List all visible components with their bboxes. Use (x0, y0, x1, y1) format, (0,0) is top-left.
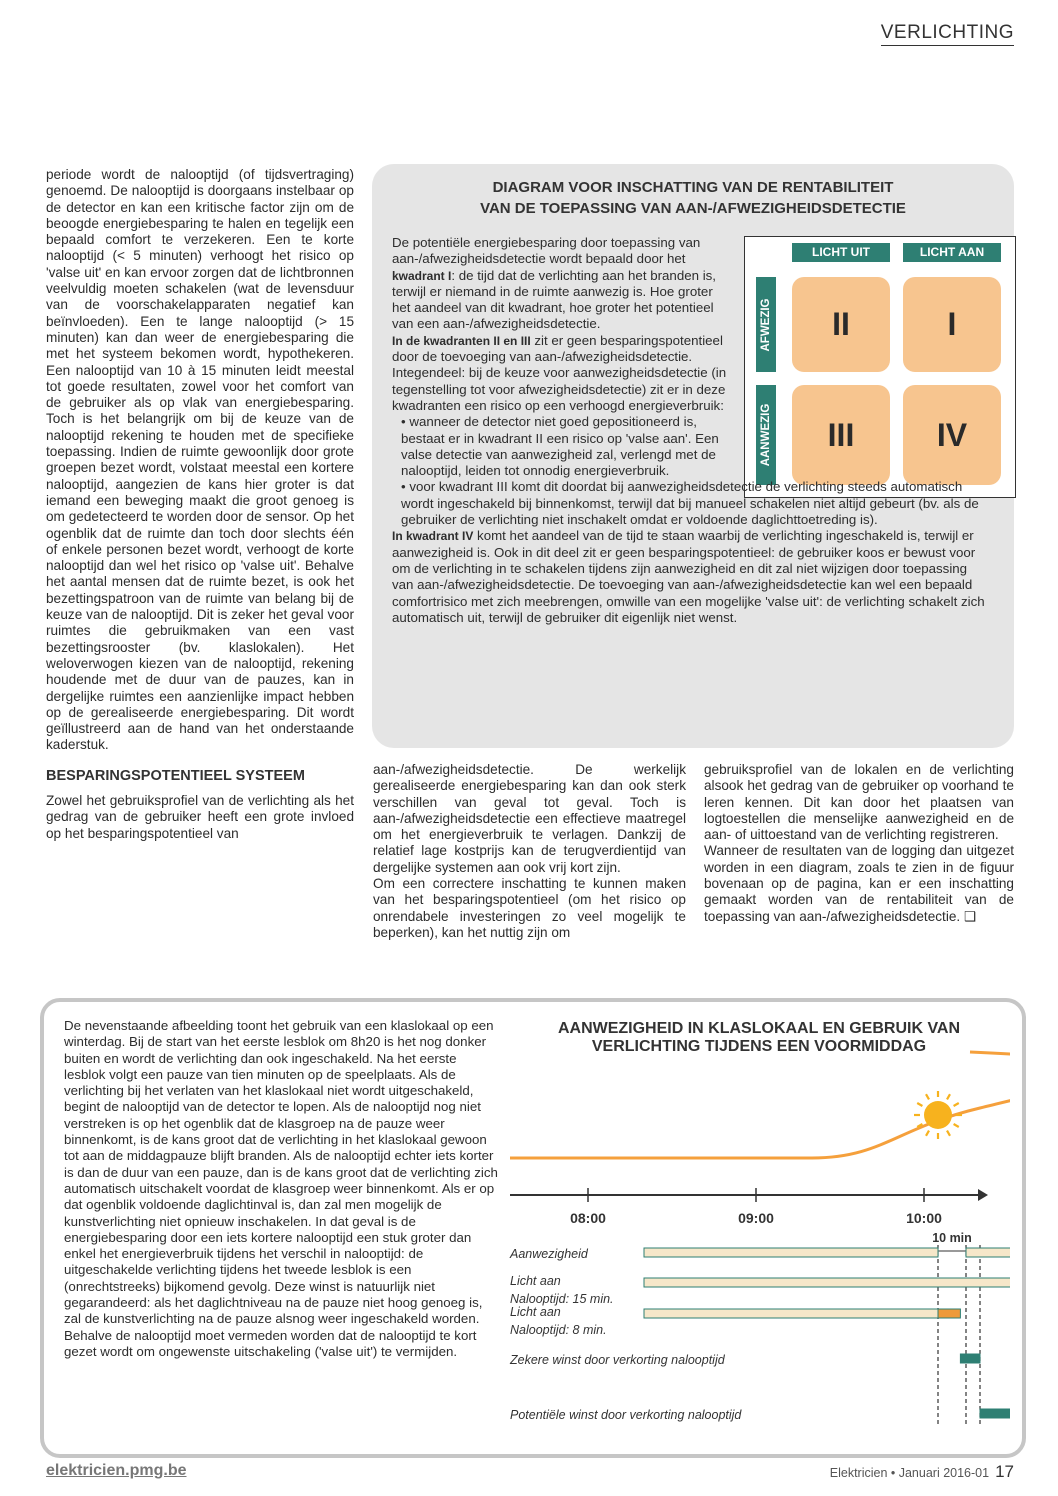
quadrant-iii: III (792, 385, 890, 485)
column-1 (46, 167, 354, 842)
chart-title: AANWEZIGHEID IN KLASLOKAAL EN GEBRUIK VAN VERLICHTING TIJDENS EEN VOORMIDDAG (557, 1020, 961, 1055)
section-tag: VERLICHTING (881, 22, 1014, 46)
header-licht-uit: LICHT UIT (792, 243, 890, 262)
timeline-bar (938, 1309, 960, 1318)
col1-paragraph-1: periode wordt de nalooptijd (of tijdsvertraging) genoemd. De nalooptijd is doorgaans instelbaar op de detector en kan een kritische factor zijn om de beoogde energiebesparing te halen en tegelijk een bepaald comfort te verzekeren. Een te korte nalooptijd (< 5 minuten) verhoogt het risico op 'valse uit' en kan ervoor zorgen dat de lichtbronnen veelvuldig moeten schakelen (wat de levensduur van de voorschakelapparaten negatief kan beïnvloeden). Een te lange nalooptijd (> 15 minuten) kan dan weer de energiebesparing die met het systeem bekomen wordt, hypothekeren. Een nalooptijd van 10 à 15 minuten leidt meestal tot goede resultaten, zowel voor het comfort van de gebruiker als op vlak van energiebesparing. Toch is het belangrijk om bij de keuze van de nalooptijd rekening te houden met de specifieke toepassing. Indien de ruimte gewoonlijk door grote groepen bezet wordt, volstaat meestal een kortere nalooptijd, aangezien de kans hier groter is dat iemand een beweging maakt die groot genoeg is om gedetecteerd te worden door de sensor. Op het ogenblik dat de ruimte dan toch door slechts één of enkele personen bezet wordt, verhoogt de korte nalooptijd dan wel het risico op 'valse uit'. Behalve het aantal mensen dat de ruimte bezet, is ook het bezettingspatroon van de ruimte van belang bij de keuze van de nalooptijd. Dit is zeker het geval voor ruimtes die gebruikmaken van een vast bezettingsrooster (bv. klaslokalen). Het weloverwogen kiezen van de nalooptijd, rekening houdende met de duur van de pauzes, kan in dergelijke ruimtes een aanzienlijke impact hebben op de gerealiseerde energiebesparing. Dit wordt geïllustreerd aan de hand van het onderstaande kaderstuk. (46, 167, 354, 753)
box-paragraph-1 (392, 235, 728, 333)
row-label: Licht aan (510, 1305, 561, 1319)
box-p2-bold: In de kwadranten II en III (392, 333, 531, 348)
footer-issue (830, 1462, 1014, 1482)
x-tick-label: 08:00 (570, 1210, 606, 1226)
box-paragraph-2 (392, 333, 730, 414)
row-label-afwezig-text: AFWEZIG (760, 297, 772, 352)
diagram-title-line-1: DIAGRAM VOOR INSCHATTING VAN DE RENTABILITEIT (492, 179, 894, 196)
col2-paragraph-2: Om een correctere inschatting te kunnen maken van het besparingspotentieel (om het risico op onrendabele investeringen zo veel mogelijk te beperken), kan het nuttig zijn om (373, 876, 686, 940)
column-3 (704, 762, 1014, 925)
row-label: Zekere winst door verkorting nalooptijd (510, 1353, 725, 1367)
box-p1-bold: kwadrant I (392, 268, 452, 283)
timeline-bar (980, 1409, 1010, 1418)
row-label-aanwezig-text: AANWEZIG (760, 403, 772, 467)
box-bullet-1: • wanneer de detector niet goed gepositioneerd is, bestaat er in kwadrant II een risico op 'valse aan'. Een valse detectie van aanwezigheid zal, verlengd met de nalooptijd, leiden tot onnodig energieverbruik. (401, 414, 719, 479)
diagram-box-title (372, 177, 1014, 219)
col2-paragraph-1: aan-/afwezigheidsdetectie. De werkelijk gerealiseerde energiebesparing kan dan ook sterk verschillen van geval tot geval. Toch is aan-/afwezigheidsdetectie een effectieve maatregel om het energieverbruik te verlagen. Dankzij de relatief lage kostprijs kan de terugverdientijd van dergelijke systemen aan ook vrij kort zijn. (373, 762, 686, 875)
box-p3-bold: In kwadrant IV (392, 529, 474, 544)
box-paragraph-3 (392, 528, 992, 626)
quadrant-i: I (903, 277, 1001, 372)
row-label: Aanwezigheid (510, 1247, 588, 1261)
timeline-bar (966, 1248, 1010, 1257)
x-tick-label: 10:00 (906, 1210, 942, 1226)
row-label: Potentiële winst door verkorting nalooptijd (510, 1408, 742, 1422)
axis-arrow (978, 1189, 988, 1201)
col1-paragraph-2: Zowel het gebruiksprofiel van de verlichting als het gedrag van de gebruiker heeft een grote invloed op het besparingspotentieel van (46, 792, 354, 841)
diagram-title-line-2: VAN DE TOEPASSING VAN AAN-/AFWEZIGHEIDSDETECTIE (480, 200, 906, 217)
row-label: Licht aan (510, 1274, 561, 1288)
box-p2-text: zit er geen besparingspotentieel door de toevoeging van aan-/afwezigheidsdetectie. Integendeel: bij de keuze voor aanwezigheidsdetectie (in tegenstelling tot voor afwezigheidsdetectie) zit er in deze kwadranten een risico op een verhoogd energieverbruik: (392, 332, 727, 413)
col3-paragraph-2-text: Wanneer de resultaten van de logging dan uitgezet worden in een diagram, zoals te zien in de figuur bovenaan op de pagina, kan er een inschatting gemaakt worden van de rentabiliteit van de toepassing van aan-/afwezigheidsdetectie. (704, 843, 1014, 924)
timeline-bar (644, 1248, 938, 1257)
end-mark: ❑ (963, 908, 977, 924)
timeline-bar (644, 1309, 938, 1318)
page-number: 17 (995, 1462, 1014, 1481)
example-box-text: De nevenstaande afbeelding toont het gebruik van een klaslokaal op een winterdag. Bij de start van het eerste lesblok om 8h20 is het nog donker buiten en wordt de verlichting dan ook ingeschakeld. Na het eerste lesblok volgt een pauze van tien minuten op de speelplaats. Als de verlichting bij het verlaten van het klaslokaal niet wordt uitgeschakeld, begint de nalooptijd van de detector te lopen. Als de nalooptijd nog niet verstreken is op het ogenblik dat de klasgroep na de pauze weer binnenkomt, is de kans groot dat de verlichting in het klaslokaal gewoon tot aan de middagpauze blijft branden. Als de nalooptijd echter iets korter is dan de duur van een pauze, dan is de kans groot dat de verlichting zich automatisch uitschakelt voordat de klasgroep weer binnenkomt. Als er op dat ogenblik voldoende daglichtinval is, dan zal men mogelijk de kunstverlichting niet opnieuw inschakelen. In dat geval is de energiebesparing door een iets kortere nalooptijd een stuk groter dan enkel het energieverbruik tijdens het verschil in nalooptijd: de uitgeschakelde verlichting tijdens het tweede lesblok is een (onrechtstreeks) bijkomend gevolg. Deze winst is natuurlijk niet gegarandeerd: als het daglichtniveau na de pauze niet hoog genoeg is, zal de kunstverlichting na de pauze alsnog weer ingeschakeld worden. Behalve de nalooptijd moet vermeden worden dat de nalooptijd te kort gezet wordt om ongewenste uitschakeling ('valse uit') te vermijden. (64, 1018, 498, 1359)
timeline-bar (960, 1354, 980, 1363)
box-bullet-2: • voor kwadrant III komt dit doordat bij aanwezigheidsdetectie de verlichting steeds automatisch wordt ingeschakeld bij binnenkomst, terwijl dat bij manueel schakelen niet altijd gebeurt (bv. als de gebruiker de verlichting niet inschakelt omdat er voldoende daglichttoetreding is). (401, 479, 979, 528)
col3-paragraph-2 (704, 843, 1014, 924)
annotation-10min: 10 min (932, 1231, 972, 1245)
footer-issue-text: Elektricien • Januari 2016-01 (829, 1466, 990, 1480)
column-2 (373, 762, 686, 941)
row-label-2: Nalooptijd: 15 min. (510, 1292, 614, 1306)
subheading-besparingspotentieel: BESPARINGSPOTENTIEEL SYSTEEM (46, 767, 305, 784)
footer-website: elektricien.pmg.be (46, 1462, 187, 1479)
timeline-bar (644, 1278, 1010, 1287)
col3-paragraph-1: gebruiksprofiel van de lokalen en de verlichting alsook het gedrag van de gebruiker op voorhand te leren kennen. Dit kan door het plaatsen van logtoestellen die menselijke aanwezigheid en de aan- of uittoestand van de verlichting registreren. (704, 762, 1014, 843)
row-label-2: Nalooptijd: 8 min. (510, 1323, 607, 1337)
x-tick-label: 09:00 (738, 1210, 774, 1226)
quadrant-ii: II (792, 277, 890, 372)
quadrant-iv: IV (903, 385, 1001, 485)
diagram-box-text (392, 235, 992, 626)
box-p1-text-a: De potentiële energiebesparing door toepassing van aan-/afwezigheidsdetectie wordt bepaald door het (392, 235, 701, 267)
box-p1-text-c: : de tijd dat de verlichting aan het branden is, terwijl er niemand in de ruimte aanwezig is. Hoe groter het aandeel van dit kwadrant, hoe groter het potentieel van een aan-/afwezigheidsdetectie. (392, 267, 716, 332)
timeline-chart (500, 1040, 1010, 1440)
box-p3-text: komt het aandeel van de tijd te staan waarbij de verlichting ingeschakeld is, terwijl er aanwezigheid is. Ook in dit deel zit er geen besparingspotentieel: de gebruiker koos er bewust voor om de verlichting in te schakelen tijdens zijn aanwezigheid en dit zal niet wijzigen door toepassing van aan-/afwezigheidsdetectie. De toevoeging van aan-/afwezigheidsdetectie kan wel een bepaald comfortrisico met zich meebrengen, omwille van een mogelijke 'valse uit': de verlichting schakelt zich automatisch uit, terwijl de gebruiker dit eigenlijk niet wenst. (392, 528, 985, 625)
header-licht-aan: LICHT AAN (903, 243, 1001, 262)
